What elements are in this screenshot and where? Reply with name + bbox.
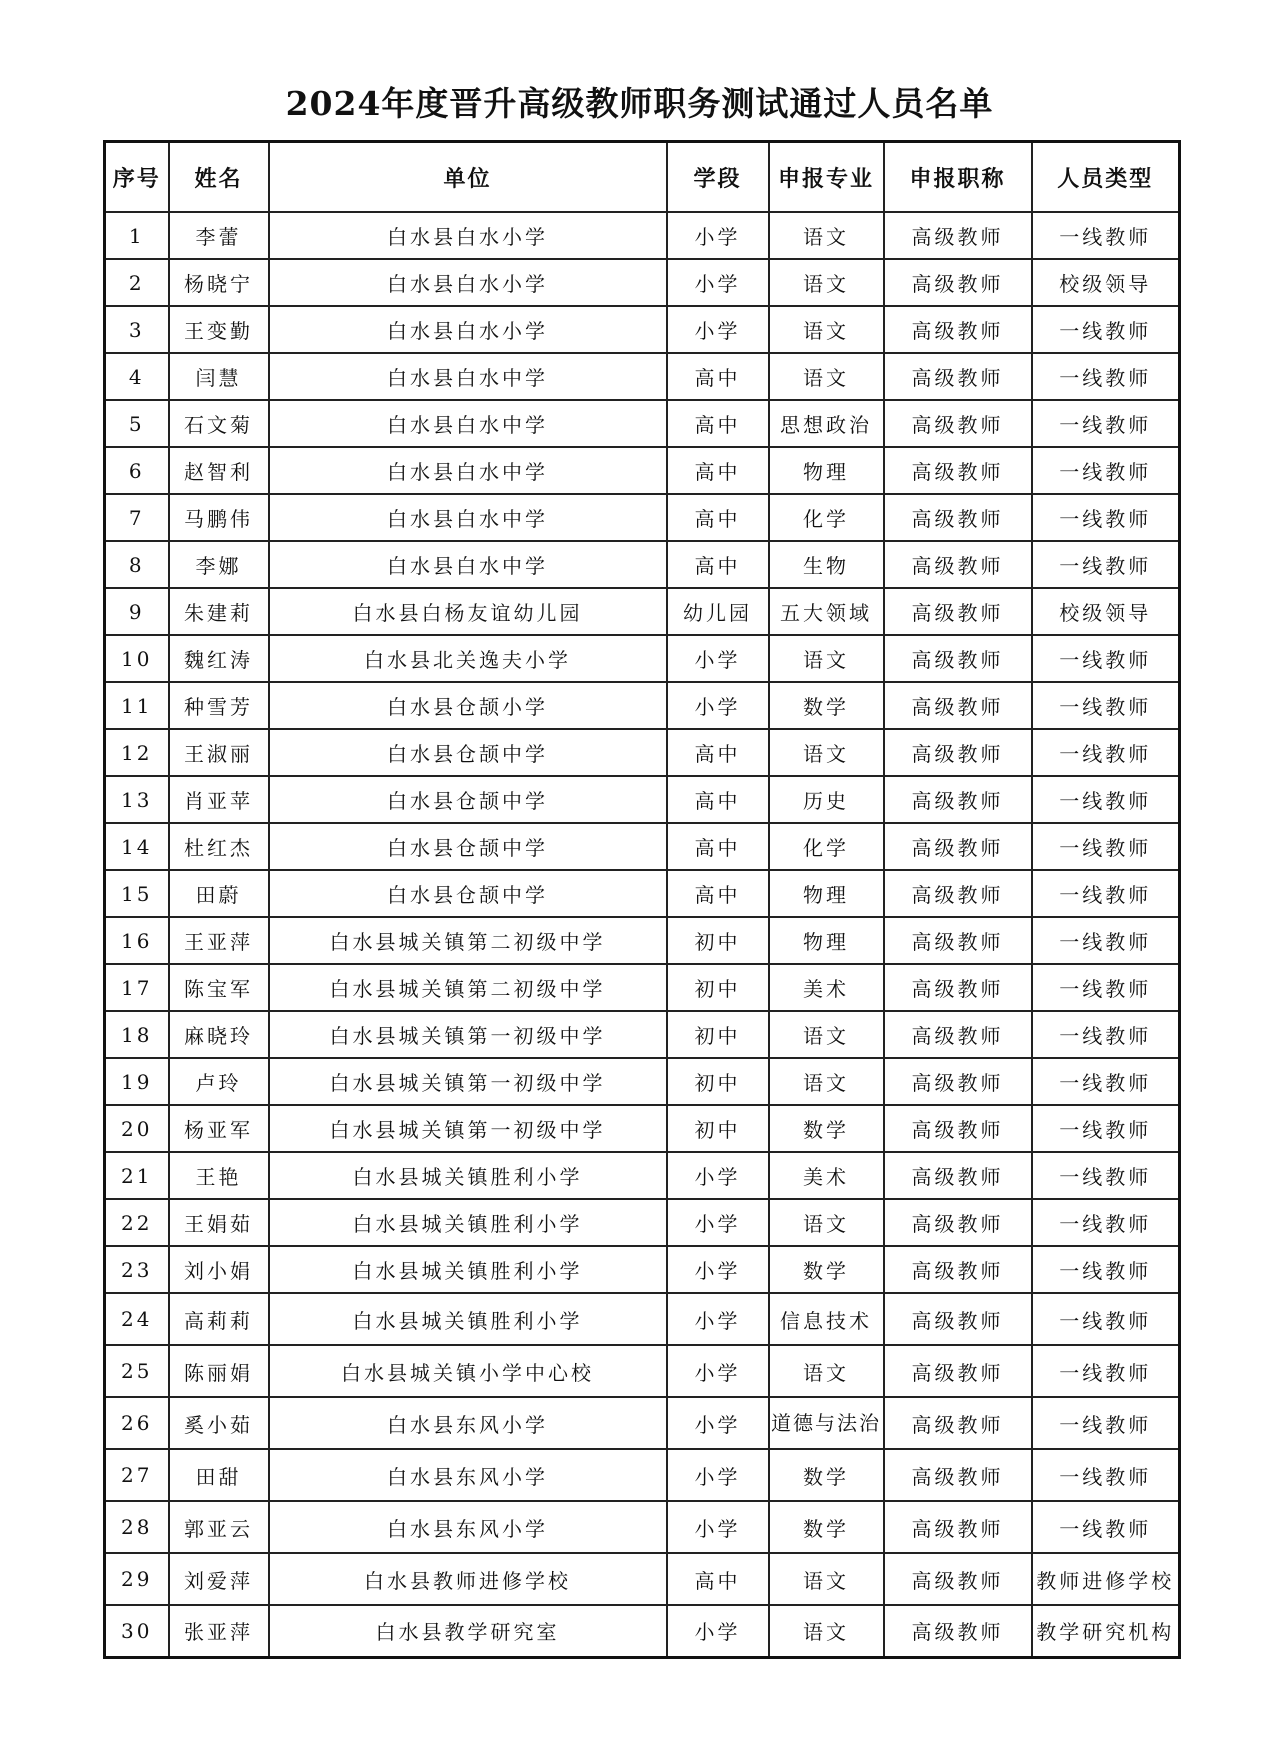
cell-unit: 白水县白水中学: [269, 494, 667, 541]
cell-stage: 小学: [667, 1293, 769, 1345]
cell-title: 高级教师: [884, 447, 1032, 494]
cell-name: 闫慧: [169, 353, 269, 400]
cell-name: 王亚萍: [169, 917, 269, 964]
table-row: [105, 1246, 1180, 1293]
cell-title: 高级教师: [884, 1553, 1032, 1605]
cell-stage: 高中: [667, 729, 769, 776]
cell-staff-type: 教师进修学校: [1032, 1553, 1180, 1605]
header-title: 申报职称: [884, 142, 1032, 213]
document-title: 2024年度晋升高级教师职务测试通过人员名单: [285, 84, 994, 123]
cell-title: 高级教师: [884, 1501, 1032, 1553]
header-staff-type: 人员类型: [1032, 142, 1180, 213]
table-row: [105, 1105, 1180, 1152]
cell-staff-type: 一线教师: [1032, 212, 1180, 259]
table-row: [105, 541, 1180, 588]
header-unit: 单位: [269, 142, 667, 213]
cell-staff-type: 一线教师: [1032, 1152, 1180, 1199]
cell-stage: 小学: [667, 1345, 769, 1397]
cell-unit: 白水县城关镇第一初级中学: [269, 1105, 667, 1152]
table-row: [105, 1199, 1180, 1246]
table-row: [105, 1058, 1180, 1105]
cell-title: 高级教师: [884, 635, 1032, 682]
cell-staff-type: 教学研究机构: [1032, 1605, 1180, 1657]
table-row: [105, 447, 1180, 494]
passed-candidates-table: [103, 140, 1181, 1659]
cell-stage: 初中: [667, 917, 769, 964]
cell-index: 5: [105, 400, 169, 447]
cell-stage: 小学: [667, 212, 769, 259]
table-row: [105, 1397, 1180, 1449]
table-row: [105, 729, 1180, 776]
cell-unit: 白水县城关镇胜利小学: [269, 1152, 667, 1199]
cell-subject: 语文: [769, 1011, 884, 1058]
cell-name: 肖亚苹: [169, 776, 269, 823]
cell-stage: 初中: [667, 1011, 769, 1058]
cell-title: 高级教师: [884, 259, 1032, 306]
cell-index: 2: [105, 259, 169, 306]
cell-staff-type: 一线教师: [1032, 1011, 1180, 1058]
cell-index: 1: [105, 212, 169, 259]
cell-subject: 化学: [769, 494, 884, 541]
cell-unit: 白水县仓颉中学: [269, 729, 667, 776]
cell-index: 21: [105, 1152, 169, 1199]
cell-title: 高级教师: [884, 1449, 1032, 1501]
cell-staff-type: 校级领导: [1032, 259, 1180, 306]
table-row: [105, 259, 1180, 306]
cell-unit: 白水县城关镇胜利小学: [269, 1246, 667, 1293]
cell-title: 高级教师: [884, 870, 1032, 917]
cell-unit: 白水县白水中学: [269, 353, 667, 400]
cell-title: 高级教师: [884, 823, 1032, 870]
table-row: [105, 1605, 1180, 1657]
cell-name: 马鹏伟: [169, 494, 269, 541]
table-body: [105, 212, 1180, 1657]
table-row: [105, 1501, 1180, 1553]
cell-title: 高级教师: [884, 212, 1032, 259]
cell-index: 10: [105, 635, 169, 682]
cell-index: 17: [105, 964, 169, 1011]
cell-unit: 白水县仓颉中学: [269, 823, 667, 870]
cell-stage: 小学: [667, 1397, 769, 1449]
cell-title: 高级教师: [884, 682, 1032, 729]
cell-subject: 语文: [769, 1199, 884, 1246]
cell-staff-type: 一线教师: [1032, 1246, 1180, 1293]
cell-subject: 数学: [769, 1246, 884, 1293]
table-row: [105, 917, 1180, 964]
cell-subject: 语文: [769, 1345, 884, 1397]
cell-subject: 语文: [769, 1553, 884, 1605]
cell-subject: 语文: [769, 1605, 884, 1657]
cell-index: 27: [105, 1449, 169, 1501]
cell-title: 高级教师: [884, 729, 1032, 776]
cell-subject: 物理: [769, 917, 884, 964]
table-row: [105, 400, 1180, 447]
cell-title: 高级教师: [884, 917, 1032, 964]
table-row: [105, 353, 1180, 400]
cell-unit: 白水县教师进修学校: [269, 1553, 667, 1605]
cell-subject: 信息技术: [769, 1293, 884, 1345]
table-row: [105, 964, 1180, 1011]
cell-subject: 历史: [769, 776, 884, 823]
cell-staff-type: 一线教师: [1032, 1397, 1180, 1449]
cell-stage: 高中: [667, 776, 769, 823]
table-row: [105, 1293, 1180, 1345]
cell-title: 高级教师: [884, 353, 1032, 400]
table-row: [105, 1345, 1180, 1397]
cell-stage: 小学: [667, 1246, 769, 1293]
cell-subject: 五大领域: [769, 588, 884, 635]
cell-staff-type: 一线教师: [1032, 917, 1180, 964]
cell-title: 高级教师: [884, 964, 1032, 1011]
cell-unit: 白水县城关镇第二初级中学: [269, 964, 667, 1011]
cell-unit: 白水县城关镇第一初级中学: [269, 1011, 667, 1058]
cell-title: 高级教师: [884, 1345, 1032, 1397]
cell-stage: 高中: [667, 541, 769, 588]
cell-staff-type: 一线教师: [1032, 1058, 1180, 1105]
cell-unit: 白水县白杨友谊幼儿园: [269, 588, 667, 635]
cell-name: 田甜: [169, 1449, 269, 1501]
cell-title: 高级教师: [884, 306, 1032, 353]
cell-unit: 白水县城关镇第一初级中学: [269, 1058, 667, 1105]
cell-name: 杨亚军: [169, 1105, 269, 1152]
cell-subject: 语文: [769, 635, 884, 682]
cell-unit: 白水县东风小学: [269, 1397, 667, 1449]
cell-index: 26: [105, 1397, 169, 1449]
table-row: [105, 588, 1180, 635]
cell-stage: 小学: [667, 1199, 769, 1246]
table-row: [105, 1553, 1180, 1605]
cell-staff-type: 一线教师: [1032, 1105, 1180, 1152]
table-row: [105, 494, 1180, 541]
cell-unit: 白水县东风小学: [269, 1449, 667, 1501]
cell-unit: 白水县东风小学: [269, 1501, 667, 1553]
cell-index: 24: [105, 1293, 169, 1345]
cell-name: 王变勤: [169, 306, 269, 353]
cell-index: 14: [105, 823, 169, 870]
cell-stage: 高中: [667, 400, 769, 447]
cell-index: 18: [105, 1011, 169, 1058]
cell-title: 高级教师: [884, 1246, 1032, 1293]
cell-stage: 高中: [667, 447, 769, 494]
cell-index: 30: [105, 1605, 169, 1657]
cell-unit: 白水县白水小学: [269, 212, 667, 259]
cell-index: 13: [105, 776, 169, 823]
cell-stage: 小学: [667, 1605, 769, 1657]
cell-index: 3: [105, 306, 169, 353]
cell-index: 25: [105, 1345, 169, 1397]
cell-unit: 白水县白水小学: [269, 306, 667, 353]
table-row: [105, 1152, 1180, 1199]
cell-name: 魏红涛: [169, 635, 269, 682]
cell-index: 11: [105, 682, 169, 729]
cell-index: 16: [105, 917, 169, 964]
cell-index: 7: [105, 494, 169, 541]
cell-staff-type: 一线教师: [1032, 729, 1180, 776]
cell-unit: 白水县城关镇胜利小学: [269, 1293, 667, 1345]
cell-name: 杨晓宁: [169, 259, 269, 306]
cell-stage: 小学: [667, 1152, 769, 1199]
cell-name: 杜红杰: [169, 823, 269, 870]
cell-title: 高级教师: [884, 776, 1032, 823]
table-row: [105, 635, 1180, 682]
header-subject: 申报专业: [769, 142, 884, 213]
cell-subject: 数学: [769, 1449, 884, 1501]
cell-stage: 小学: [667, 1501, 769, 1553]
cell-stage: 初中: [667, 1105, 769, 1152]
cell-stage: 高中: [667, 1553, 769, 1605]
cell-name: 麻晓玲: [169, 1011, 269, 1058]
cell-title: 高级教师: [884, 1152, 1032, 1199]
cell-unit: 白水县城关镇胜利小学: [269, 1199, 667, 1246]
cell-subject: 语文: [769, 729, 884, 776]
cell-subject: 生物: [769, 541, 884, 588]
cell-subject: 语文: [769, 212, 884, 259]
cell-staff-type: 一线教师: [1032, 870, 1180, 917]
cell-stage: 小学: [667, 1449, 769, 1501]
cell-subject: 数学: [769, 1105, 884, 1152]
table-row: [105, 823, 1180, 870]
table-row: [105, 776, 1180, 823]
cell-staff-type: 一线教师: [1032, 964, 1180, 1011]
cell-stage: 高中: [667, 494, 769, 541]
cell-stage: 小学: [667, 259, 769, 306]
cell-subject: 美术: [769, 1152, 884, 1199]
cell-staff-type: 一线教师: [1032, 823, 1180, 870]
cell-name: 陈丽娟: [169, 1345, 269, 1397]
cell-name: 种雪芳: [169, 682, 269, 729]
cell-staff-type: 一线教师: [1032, 353, 1180, 400]
cell-name: 奚小茹: [169, 1397, 269, 1449]
cell-staff-type: 一线教师: [1032, 1449, 1180, 1501]
cell-index: 23: [105, 1246, 169, 1293]
cell-stage: 小学: [667, 306, 769, 353]
cell-staff-type: 一线教师: [1032, 1199, 1180, 1246]
cell-staff-type: 一线教师: [1032, 1345, 1180, 1397]
table-row: [105, 212, 1180, 259]
cell-unit: 白水县城关镇小学中心校: [269, 1345, 667, 1397]
cell-staff-type: 一线教师: [1032, 776, 1180, 823]
cell-title: 高级教师: [884, 1058, 1032, 1105]
cell-staff-type: 一线教师: [1032, 306, 1180, 353]
cell-unit: 白水县白水中学: [269, 447, 667, 494]
cell-staff-type: 一线教师: [1032, 541, 1180, 588]
cell-title: 高级教师: [884, 400, 1032, 447]
cell-staff-type: 一线教师: [1032, 400, 1180, 447]
cell-stage: 初中: [667, 964, 769, 1011]
cell-index: 22: [105, 1199, 169, 1246]
cell-name: 王艳: [169, 1152, 269, 1199]
cell-index: 12: [105, 729, 169, 776]
cell-index: 9: [105, 588, 169, 635]
cell-staff-type: 一线教师: [1032, 1293, 1180, 1345]
cell-name: 王娟茹: [169, 1199, 269, 1246]
cell-title: 高级教师: [884, 541, 1032, 588]
cell-subject: 物理: [769, 447, 884, 494]
cell-stage: 高中: [667, 870, 769, 917]
cell-name: 李娜: [169, 541, 269, 588]
table-row: [105, 1011, 1180, 1058]
table-row: [105, 870, 1180, 917]
table-row: [105, 306, 1180, 353]
cell-index: 6: [105, 447, 169, 494]
cell-subject: 物理: [769, 870, 884, 917]
cell-staff-type: 一线教师: [1032, 682, 1180, 729]
cell-title: 高级教师: [884, 1293, 1032, 1345]
cell-subject: 语文: [769, 306, 884, 353]
cell-stage: 高中: [667, 823, 769, 870]
cell-subject: 语文: [769, 353, 884, 400]
cell-title: 高级教师: [884, 1199, 1032, 1246]
table-header-row: [105, 142, 1180, 213]
header-name: 姓名: [169, 142, 269, 213]
cell-subject: 数学: [769, 1501, 884, 1553]
cell-unit: 白水县仓颉中学: [269, 870, 667, 917]
cell-unit: 白水县仓颉小学: [269, 682, 667, 729]
header-stage: 学段: [667, 142, 769, 213]
cell-name: 田蔚: [169, 870, 269, 917]
cell-name: 赵智利: [169, 447, 269, 494]
cell-title: 高级教师: [884, 1105, 1032, 1152]
cell-name: 朱建莉: [169, 588, 269, 635]
cell-unit: 白水县教学研究室: [269, 1605, 667, 1657]
cell-index: 4: [105, 353, 169, 400]
cell-staff-type: 一线教师: [1032, 494, 1180, 541]
cell-unit: 白水县仓颉中学: [269, 776, 667, 823]
cell-index: 19: [105, 1058, 169, 1105]
cell-unit: 白水县白水小学: [269, 259, 667, 306]
cell-stage: 高中: [667, 353, 769, 400]
table-row: [105, 1449, 1180, 1501]
cell-staff-type: 一线教师: [1032, 447, 1180, 494]
cell-subject: 思想政治: [769, 400, 884, 447]
header-index: 序号: [105, 142, 169, 213]
cell-name: 刘爱萍: [169, 1553, 269, 1605]
cell-name: 李蕾: [169, 212, 269, 259]
cell-subject: 美术: [769, 964, 884, 1011]
cell-name: 高莉莉: [169, 1293, 269, 1345]
cell-stage: 小学: [667, 682, 769, 729]
cell-unit: 白水县城关镇第二初级中学: [269, 917, 667, 964]
cell-unit: 白水县北关逸夫小学: [269, 635, 667, 682]
cell-title: 高级教师: [884, 1605, 1032, 1657]
cell-name: 刘小娟: [169, 1246, 269, 1293]
cell-name: 郭亚云: [169, 1501, 269, 1553]
cell-staff-type: 一线教师: [1032, 1501, 1180, 1553]
cell-unit: 白水县白水中学: [269, 541, 667, 588]
cell-title: 高级教师: [884, 494, 1032, 541]
cell-subject: 数学: [769, 682, 884, 729]
cell-name: 张亚萍: [169, 1605, 269, 1657]
cell-title: 高级教师: [884, 588, 1032, 635]
cell-stage: 幼儿园: [667, 588, 769, 635]
cell-name: 卢玲: [169, 1058, 269, 1105]
cell-title: 高级教师: [884, 1011, 1032, 1058]
cell-subject: 化学: [769, 823, 884, 870]
cell-stage: 初中: [667, 1058, 769, 1105]
cell-stage: 小学: [667, 635, 769, 682]
cell-name: 王淑丽: [169, 729, 269, 776]
cell-subject: 道德与法治: [769, 1397, 884, 1449]
cell-index: 29: [105, 1553, 169, 1605]
table-row: [105, 682, 1180, 729]
cell-index: 28: [105, 1501, 169, 1553]
cell-unit: 白水县白水中学: [269, 400, 667, 447]
cell-subject: 语文: [769, 1058, 884, 1105]
cell-staff-type: 校级领导: [1032, 588, 1180, 635]
cell-staff-type: 一线教师: [1032, 635, 1180, 682]
cell-index: 20: [105, 1105, 169, 1152]
cell-title: 高级教师: [884, 1397, 1032, 1449]
cell-name: 陈宝军: [169, 964, 269, 1011]
cell-index: 15: [105, 870, 169, 917]
cell-subject: 语文: [769, 259, 884, 306]
cell-name: 石文菊: [169, 400, 269, 447]
cell-index: 8: [105, 541, 169, 588]
